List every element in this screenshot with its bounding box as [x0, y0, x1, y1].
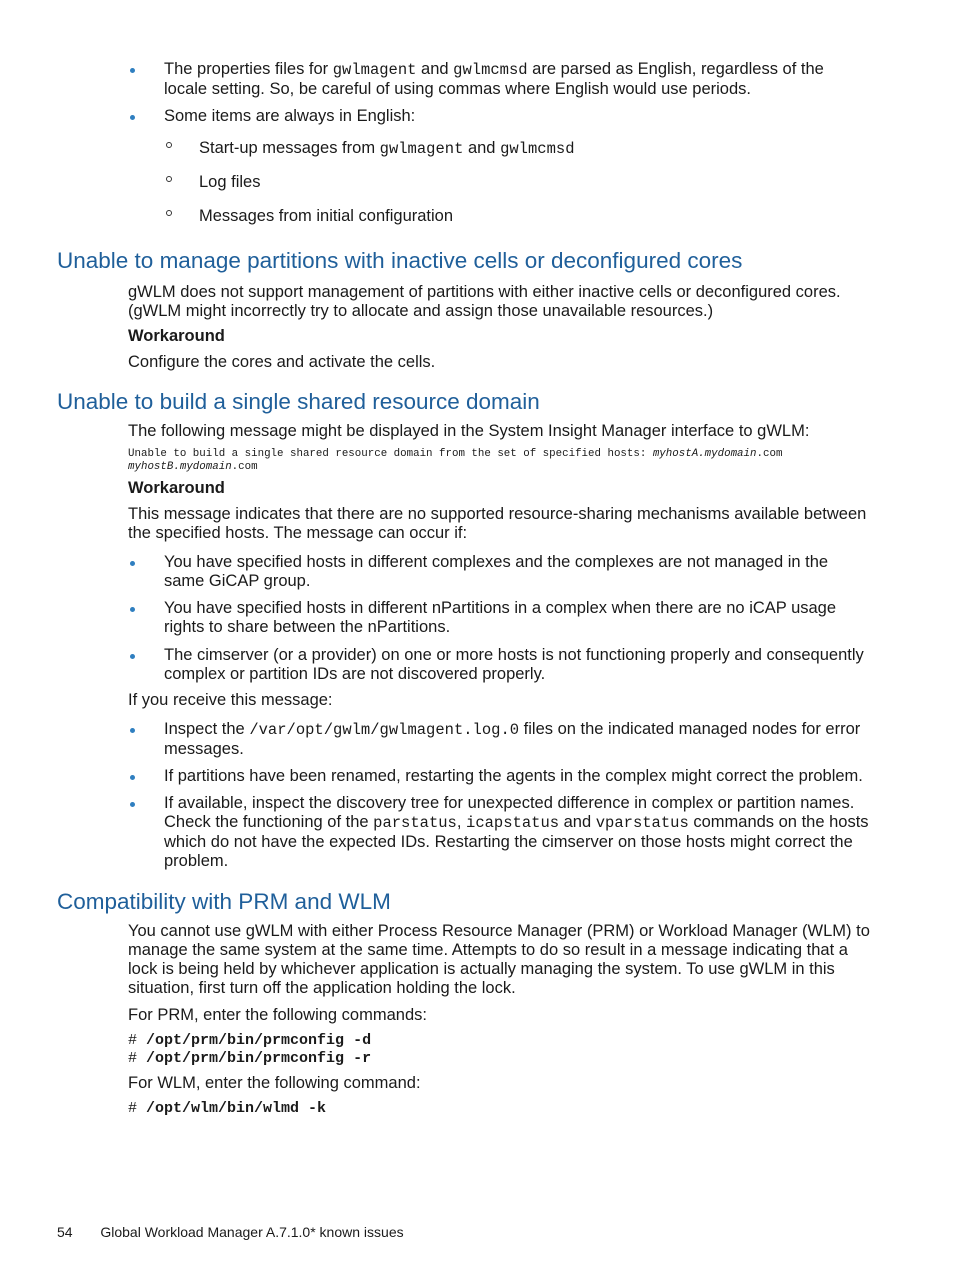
footer-title: Global Workload Manager A.7.1.0* known issues [100, 1224, 404, 1240]
top-bullet-list [128, 60, 870, 99]
list-item: Some items are always in English: [128, 107, 870, 126]
code-gwlmagent: gwlmagent [332, 61, 417, 79]
workaround-label: Workaround [128, 479, 225, 497]
prm-command-2: # /opt/prm/bin/prmconfig -r [128, 1050, 372, 1067]
bullet-icon [130, 728, 135, 733]
bullet-icon [130, 775, 135, 780]
prm-intro: For PRM, enter the following commands: [128, 1006, 427, 1024]
code-parstatus: parstatus [373, 814, 457, 832]
section1-paragraph: gWLM does not support management of partitions with either inactive cells or deconfigured cores. (gWLM might incorrectly try to allocate and assign those unavailable resources.) [128, 283, 841, 320]
error-message-block: Unable to build a single shared resource domain from the set of specified hosts: myhostA.mydomain.com myhostB.mydomain.com [128, 448, 783, 473]
section-heading-inactive-cells: Unable to manage partitions with inactive cells or deconfigured cores [57, 248, 743, 273]
circle-bullet-icon [166, 210, 172, 216]
cause-list [128, 646, 870, 684]
workaround-label: Workaround [128, 327, 225, 345]
bullet-icon [130, 115, 135, 120]
page-number: 54 [57, 1224, 73, 1240]
wlm-command: # /opt/wlm/bin/wlmd -k [128, 1100, 327, 1117]
page-footer [57, 1223, 404, 1241]
action-list [128, 767, 870, 786]
bullet-icon [130, 561, 135, 566]
section3-paragraph: You cannot use gWLM with either Process Resource Manager (PRM) or Workload Manager (WLM) to manage the same system at the same time. Attempts to do so result in a message indicating that a lock is being held by whichever application is actually managing the system. To use gWLM in this situation, first turn off the application holding the lock. [128, 922, 870, 997]
sub-list-item: Start-up messages from gwlmagent and gwlmcmsd [164, 139, 575, 159]
sub-list-item: Log files [164, 173, 260, 192]
workaround-text: Configure the cores and activate the cells. [128, 353, 436, 371]
prm-command-1: # /opt/prm/bin/prmconfig -d [128, 1032, 372, 1049]
code-log-path: /var/opt/gwlm/gwlmagent.log.0 [249, 721, 520, 739]
cause-list [128, 553, 870, 591]
list-item: If available, inspect the discovery tree for unexpected difference in complex or partition names. Check the functioning of the parstatus, icapstatus and vparstatus commands on the hosts which do not have the expected IDs. Restarting the cimserver on those hosts might correct the problem. [128, 794, 870, 871]
bullet-icon [130, 654, 135, 659]
top-bullet-list-2 [128, 107, 870, 126]
workaround-text: This message indicates that there are no supported resource-sharing mechanisms available between the specified hosts. The message can occur if: [128, 505, 867, 542]
sub-list-item: Messages from initial configuration [164, 207, 453, 226]
circle-bullet-icon [166, 176, 172, 182]
list-item: The properties files for gwlmagent and gwlmcmsd are parsed as English, regardless of the locale setting. So, be careful of using commas where English would use periods. [128, 60, 870, 99]
action-list [128, 794, 870, 871]
list-item: You have specified hosts in different nPartitions in a complex when there are no iCAP usage rights to share between the nPartitions. [128, 599, 870, 637]
if-receive-text: If you receive this message: [128, 691, 333, 709]
section-heading-shared-domain: Unable to build a single shared resource domain [57, 389, 540, 414]
code-vparstatus: vparstatus [595, 814, 689, 832]
code-icapstatus: icapstatus [466, 814, 560, 832]
list-item: You have specified hosts in different complexes and the complexes are not managed in the same GiCAP group. [128, 553, 870, 591]
bullet-icon [130, 607, 135, 612]
wlm-intro: For WLM, enter the following command: [128, 1074, 421, 1092]
section2-intro: The following message might be displayed in the System Insight Manager interface to gWLM: [128, 422, 810, 440]
list-item: Inspect the /var/opt/gwlm/gwlmagent.log.0 files on the indicated managed nodes for error messages. [128, 720, 870, 759]
list-item: If partitions have been renamed, restarting the agents in the complex might correct the problem. [128, 767, 870, 786]
section-heading-prm-wlm: Compatibility with PRM and WLM [57, 889, 391, 914]
list-item: The cimserver (or a provider) on one or more hosts is not functioning properly and consequently complex or partition IDs are not discovered properly. [128, 646, 870, 684]
circle-bullet-icon [166, 142, 172, 148]
action-list [128, 720, 870, 759]
bullet-icon [130, 802, 135, 807]
bullet-icon [130, 68, 135, 73]
code-gwlmcmsd: gwlmcmsd [453, 61, 528, 79]
cause-list [128, 599, 870, 637]
